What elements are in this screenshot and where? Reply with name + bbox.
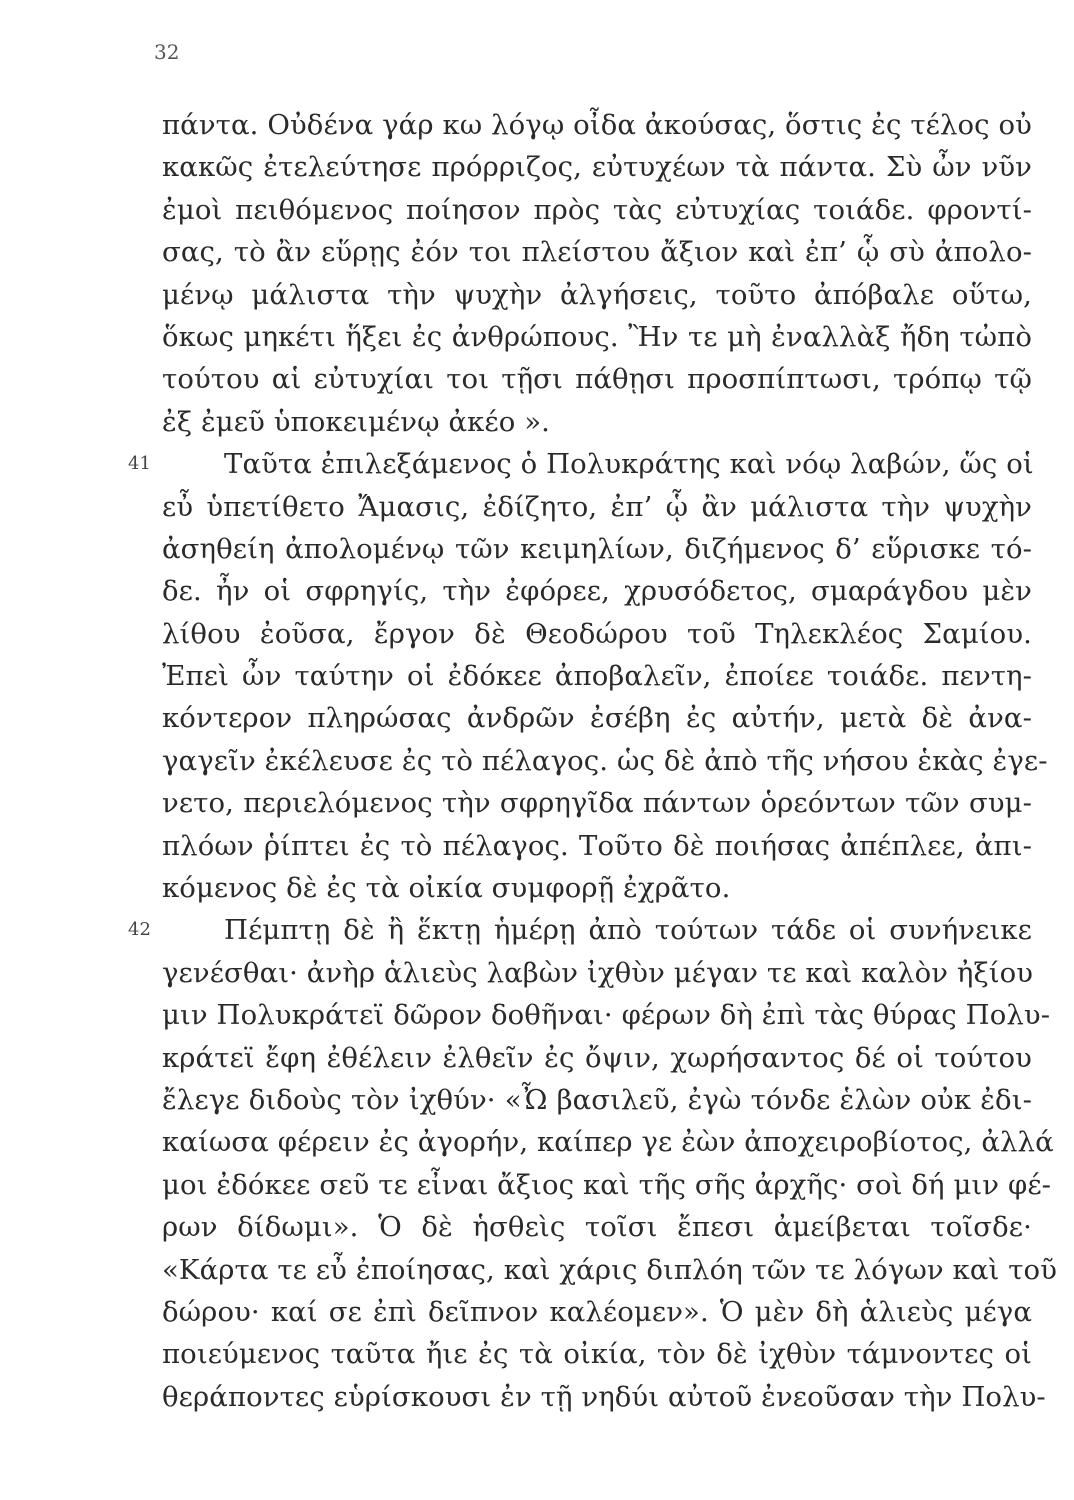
section-42 bbox=[128, 909, 1058, 1418]
page-number: 32 bbox=[154, 40, 180, 64]
text-line: νετο, περιελόμενος τὴν σφρηγῖδα πάντων ὁρεόντων τῶν συμ- bbox=[162, 787, 1032, 820]
text-line: πλόων ῥίπτει ἐς τὸ πέλαγος. Τοῦτο δὲ ποιήσας ἀπέπλεε, ἀπι- bbox=[162, 829, 1032, 862]
text-line: ὅκως μηκέτι ἥξει ἐς ἀνθρώπους. Ἢν τε μὴ ἐναλλὰξ ἤδη τὠπὸ bbox=[162, 320, 1032, 353]
text-line: κράτεϊ ἔφη ἐθέλειν ἐλθεῖν ἐς ὄψιν, χωρήσαντος δέ οἱ τούτου bbox=[162, 1041, 1032, 1074]
section-continuation bbox=[162, 104, 1032, 443]
text-line: μιν Πολυκράτεϊ δῶρον δοθῆναι· φέρων δὴ ἐπὶ τὰς θύρας Πολυ- bbox=[162, 999, 1051, 1032]
text-line: Πέμπτῃ δὲ ἢ ἕκτῃ ἡμέρῃ ἀπὸ τούτων τάδε οἱ συνήνεικε bbox=[224, 914, 1032, 947]
text-line: ποιεύμενος ταῦτα ἤιε ἐς τὰ οἰκία, τὸν δὲ ἰχθὺν τάμνοντες οἱ bbox=[162, 1338, 1032, 1371]
text-line: εὖ ὑπετίθετο Ἄμασις, ἐδίζητο, ἐπ’ ᾧ ἂν μάλιστα τὴν ψυχὴν bbox=[162, 490, 1032, 523]
section-number: 42 bbox=[128, 919, 151, 941]
text-line: μένῳ μάλιστα τὴν ψυχὴν ἀλγήσεις, τοῦτο ἀπόβαλε οὕτω, bbox=[162, 278, 1032, 311]
text-line: σας, τὸ ἂν εὕρῃς ἐόν τοι πλείστου ἄξιον καὶ ἐπ’ ᾧ σὺ ἀπολο- bbox=[162, 236, 1032, 269]
text-line: καίωσα φέρειν ἐς ἀγορήν, καίπερ γε ἐὼν ἀποχειροβίοτος, ἀλλά bbox=[162, 1126, 1054, 1159]
text-line: δε. ἦν οἱ σφρηγίς, τὴν ἐφόρεε, χρυσόδετος, σμαράγδου μὲν bbox=[162, 575, 1032, 608]
text-line: κακῶς ἐτελεύτησε πρόρριζος, εὐτυχέων τὰ πάντα. Σὺ ὦν νῦν bbox=[162, 151, 1032, 184]
text-line: Ἐπεὶ ὦν ταύτην οἱ ἐδόκεε ἀποβαλεῖν, ἐποίεε τοιάδε. πεντη- bbox=[162, 660, 1032, 693]
section-41 bbox=[128, 443, 1048, 909]
text-line: ἔλεγε διδοὺς τὸν ἰχθύν· «Ὦ βασιλεῦ, ἐγὼ τόνδε ἑλὼν οὐκ ἐδι- bbox=[162, 1083, 1032, 1116]
text-line: μοι ἐδόκεε σεῦ τε εἶναι ἄξιος καὶ τῆς σῆς ἀρχῆς· σοὶ δή μιν φέ- bbox=[162, 1168, 1052, 1201]
text-line: ἐμοὶ πειθόμενος ποίησον πρὸς τὰς εὐτυχίας τοιάδε. φροντί- bbox=[162, 193, 1032, 226]
text-line: ρων δίδωμι». Ὁ δὲ ἡσθεὶς τοῖσι ἔπεσι ἀμείβεται τοῖσδε· bbox=[162, 1211, 1032, 1244]
text-line: γενέσθαι· ἀνὴρ ἁλιεὺς λαβὼν ἰχθὺν μέγαν τε καὶ καλὸν ἠξίου bbox=[162, 956, 1034, 989]
text-line: δώρου· καί σε ἐπὶ δεῖπνον καλέομεν». Ὁ μὲν δὴ ἁλιεὺς μέγα bbox=[162, 1295, 1032, 1328]
text-line: γαγεῖν ἐκέλευσε ἐς τὸ πέλαγος. ὡς δὲ ἀπὸ τῆς νήσου ἑκὰς ἐγε- bbox=[162, 744, 1048, 777]
text-line: Ταῦτα ἐπιλεξάμενος ὁ Πολυκράτης καὶ νόῳ λαβών, ὥς οἱ bbox=[224, 448, 1034, 481]
text-line: θεράποντες εὑρίσκουσι ἐν τῇ νηδύι αὐτοῦ ἐνεοῦσαν τὴν Πολυ- bbox=[162, 1380, 1046, 1413]
text-line: ἀσηθείη ἀπολομένῳ τῶν κειμηλίων, διζήμενος δ’ εὕρισκε τό- bbox=[162, 532, 1032, 565]
main-text bbox=[128, 104, 1058, 1418]
text-line: λίθου ἐοῦσα, ἔργον δὲ Θεοδώρου τοῦ Τηλεκλέος Σαμίου. bbox=[162, 617, 1032, 650]
text-line: κόντερον πληρώσας ἀνδρῶν ἐσέβη ἐς αὐτήν, μετὰ δὲ ἀνα- bbox=[162, 702, 1032, 735]
text-line: πάντα. Οὐδένα γάρ κω λόγῳ οἶδα ἀκούσας, ὅστις ἐς τέλος οὐ bbox=[162, 109, 1032, 141]
text-line: τούτου αἱ εὐτυχίαι τοι τῇσι πάθῃσι προσπίπτωσι, τρόπῳ τῷ bbox=[162, 363, 1032, 396]
section-number: 41 bbox=[128, 453, 151, 475]
text-line: κόμενος δὲ ἐς τὰ οἰκία συμφορῇ ἐχρᾶτο. bbox=[162, 872, 731, 905]
text-line: «Κάρτα τε εὖ ἐποίησας, καὶ χάρις διπλόη τῶν τε λόγων καὶ τοῦ bbox=[162, 1253, 1058, 1286]
text-line: ἐξ ἐμεῦ ὑποκειμένῳ ἀκέο ». bbox=[162, 405, 551, 438]
